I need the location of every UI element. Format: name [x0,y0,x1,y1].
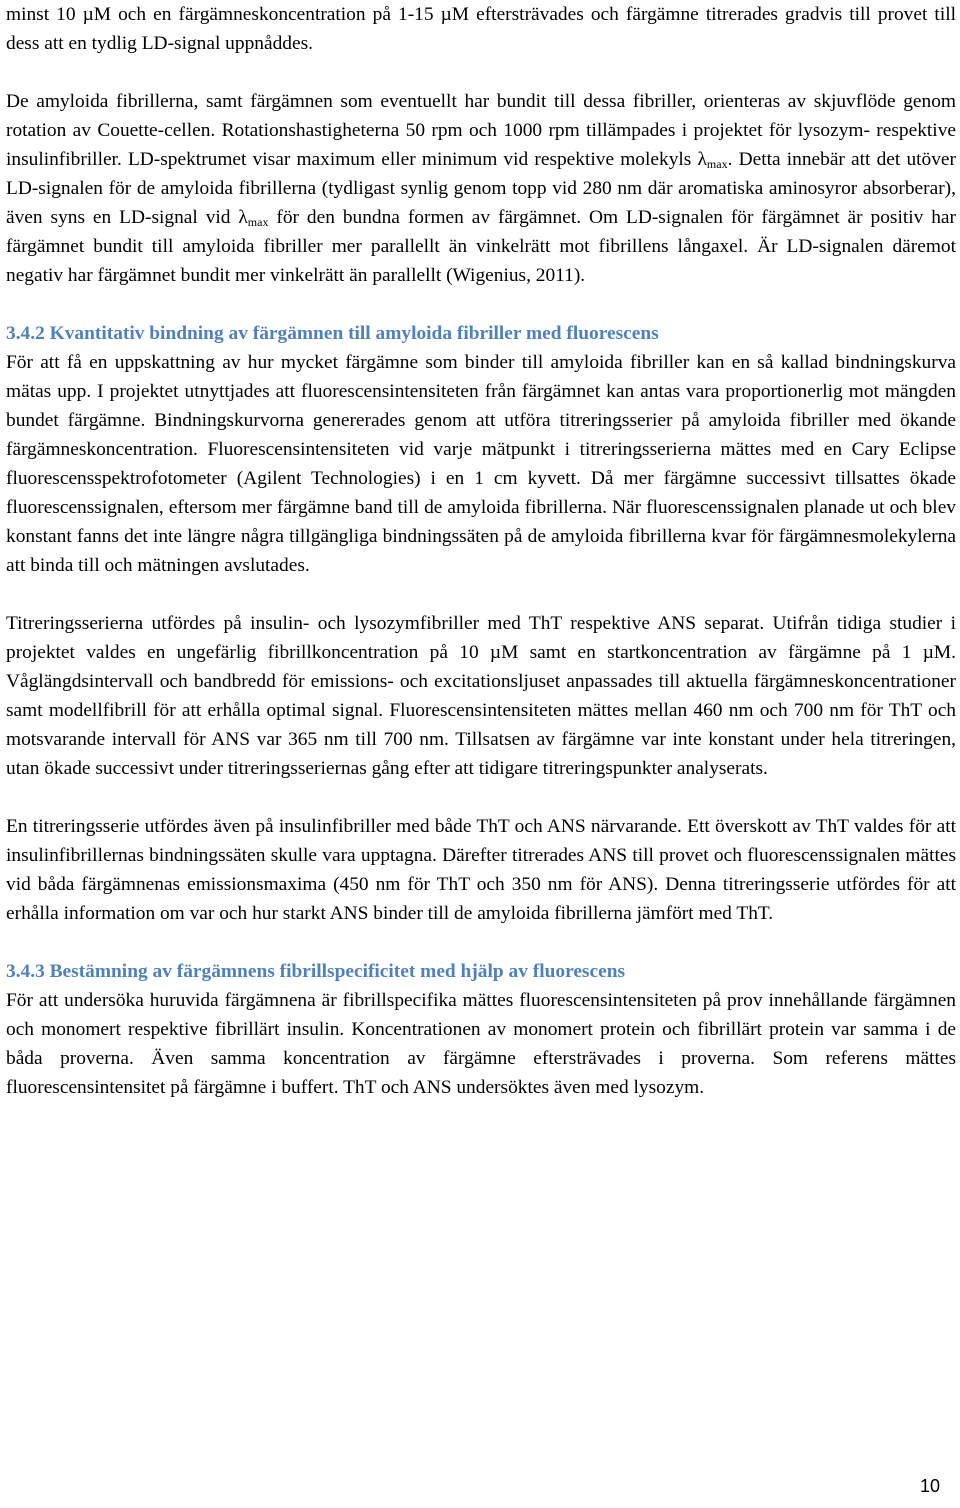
text-segment: De amyloida fibrillerna, samt färgämnen som eventuellt har bundit till dessa fibriller, orienteras av skjuvflöde genom rotation av Couette-cellen. Rotationshastigheterna 50 rpm och 1000 rpm tillämpades i projektet för lysozym- respektive insulinfibriller. LD-spektrumet visar maximum eller minimum vid respektive molekyls [6,91,956,170]
paragraph-tht-ans-titration: En titreringsserie utfördes även på insulinfibriller med både ThT och ANS närvarande. Ett överskott av ThT valdes för att insulinfibrillernas bindningssäten skulle vara upptagna. Därefter titrerades ANS till provet och fluorescenssignalen mättes vid båda färgämnenas emissionsmaxima (450 nm för ThT och 350 nm för ANS). Denna titreringsserie utfördes för att erhålla information om var och hur starkt ANS binder till de amyloida fibrillerna jämfört med ThT. [6,816,956,924]
text-segment: . Detta innebär att det utöver LD-signalen för de amyloida fibrillerna (tydligast synlig genom topp vid 280 nm där aromatiska aminosyror absorberar), även syns en LD-signal vid [6,149,956,228]
text-segment: för den bundna formen av färgämnet. Om LD-signalen för färgämnet är positiv har färgämnet bundit till amyloida fibriller mer parallellt än vinkelrätt mot fibrillens långaxel. Är LD-signalen däremot negativ har färgämnet bundit mer vinkelrätt än parallellt (Wigenius, 2011). [6,207,956,286]
paragraph-binding-curve: För att få en uppskattning av hur mycket färgämne som binder till amyloida fibriller kan en så kallad bindningskurva mätas upp. I projektet utnyttjades att fluorescensintensiteten från färgämnet kan antas vara proportionerlig mot mängden bundet färgämne. Bindningskurvorna genererades genom att utföra titreringsserier på amyloida fibriller med ökande färgämneskoncentration. Fluorescensintensiteten vid varje mätpunkt i titreringsserierna mättes med en Cary Eclipse fluorescensspektrofotometer (Agilent Technologies) i en 1 cm kyvett. Då mer färgämne successivt tillsattes ökade fluorescenssignalen, eftersom mer färgämne band till de amyloida fibrillerna. När fluorescenssignalen planade ut och blev konstant fanns det inte längre några tillgängliga bindningssäten på de amyloida fibrillerna kvar för färgämnesmolekylerna att binda till och mätningen avslutades. [6,352,956,576]
lambda-max-symbol: $\lambda_{max}$ [238,207,269,229]
paragraph-fibril-specificity: För att undersöka huruvida färgämnena är fibrillspecifika mättes fluorescensintensiteten på prov innehållande färgämnen och monomert respektive fibrillärt insulin. Koncentrationen av monomert protein och fibrillärt protein var samma i de båda proverna. Även samma koncentration av färgämne eftersträvades i proverna. Som referens mättes fluorescensintensitet på färgämne i buffert. ThT och ANS undersöktes även med lysozym. [6,990,956,1098]
paragraph-couette-orientation [6,87,956,290]
paragraph-ld-titration: minst 10 µM och en färgämneskoncentration på 1-15 µM eftersträvades och färgämne titrerades gradvis till provet till dess att en tydlig LD-signal uppnåddes. [6,4,956,54]
page-number: 10 [919,1476,940,1496]
section-heading-3-4-3: 3.4.3 Bestämning av färgämnens fibrillspecificitet med hjälp av fluorescens [6,961,626,982]
section-heading-3-4-2: 3.4.2 Kvantitativ bindning av färgämnen till amyloida fibriller med fluorescens [6,323,659,344]
lambda-max-symbol: $\lambda_{max}$ [697,149,728,171]
paragraph-titration-series: Titreringsserierna utfördes på insulin- och lysozymfibriller med ThT respektive ANS separat. Utifrån tidiga studier i projektet valdes en ungefärlig fibrillkoncentration på 10 µM samt en startkoncentration av färgämne på 1 µM. Våglängdsintervall och bandbredd för emissions- och excitationsljuset anpassades till aktuella färgämneskoncentrationer samt modellfibrill för att erhålla optimal signal. Fluorescensintensiteten mättes mellan 460 nm och 700 nm för ThT och motsvarande intervall för ANS var 365 nm till 700 nm. Tillsatsen av färgämne var inte konstant under hela titreringen, utan ökade successivt under titreringsseriernas gång efter att tidigare titreringspunkter analyserats. [6,613,956,779]
document-page [6,0,956,1102]
